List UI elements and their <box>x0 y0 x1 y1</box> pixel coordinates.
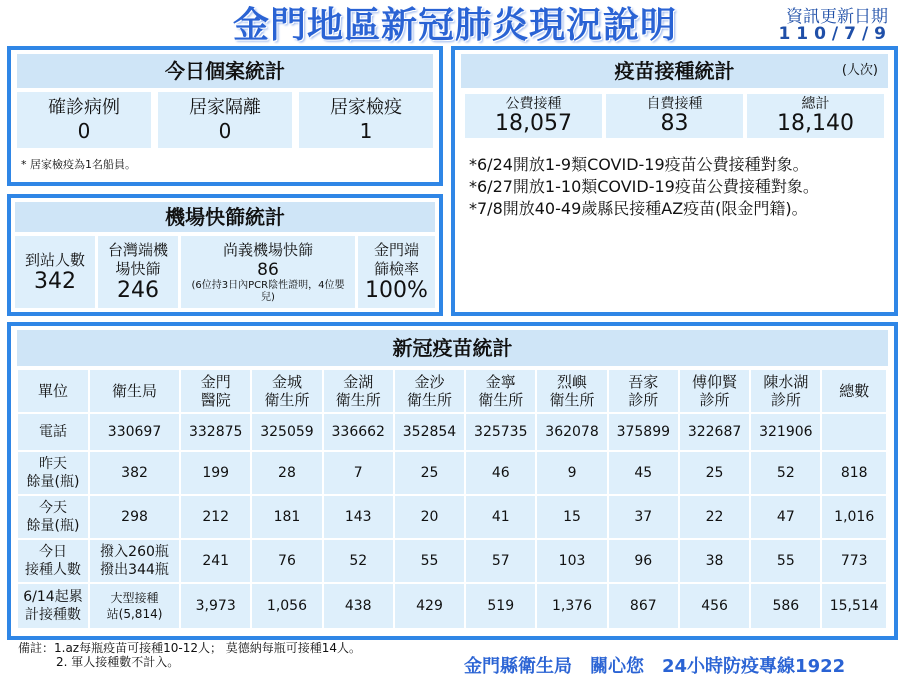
update-label: 資訊更新日期 <box>786 7 888 27</box>
table-row <box>18 414 886 450</box>
home-isolation-label: 居家隔離 <box>189 97 261 118</box>
table-cell: 143 <box>324 496 393 538</box>
home-quarantine-value: 1 <box>359 119 373 143</box>
table-cell: 大型接種 站(5,814) <box>90 584 179 628</box>
table-cell: 57 <box>466 540 535 582</box>
total-vacc-cell <box>747 94 884 138</box>
row-label: 今天 餘量(瓶) <box>18 496 88 538</box>
row-label: 今日 接種人數 <box>18 540 88 582</box>
row-label: 昨天 餘量(瓶) <box>18 452 88 494</box>
table-cell: 375899 <box>609 414 678 450</box>
table-row <box>18 452 886 494</box>
col-header: 陳水湖 診所 <box>751 370 820 412</box>
col-header: 衛生局 <box>90 370 179 412</box>
footer-notes <box>18 641 361 669</box>
taiwan-screen-cell <box>98 236 178 308</box>
row-label: 電話 <box>18 414 88 450</box>
footer-note-2: 2. 軍人接種數不計入。 <box>56 655 180 669</box>
arrivals-cell <box>15 236 95 308</box>
table-cell: 1,016 <box>822 496 886 538</box>
col-header: 金門 醫院 <box>181 370 250 412</box>
table-cell: 9 <box>537 452 606 494</box>
vaccine-table <box>16 368 888 630</box>
col-header: 金湖 衛生所 <box>324 370 393 412</box>
table-cell: 352854 <box>395 414 464 450</box>
public-vacc-value: 18,057 <box>495 111 572 136</box>
arrivals-label: 到站人數 <box>24 250 85 269</box>
table-cell: 438 <box>324 584 393 628</box>
col-header: 金城 衛生所 <box>252 370 321 412</box>
table-cell: 撥入260瓶 撥出344瓶 <box>90 540 179 582</box>
table-cell: 55 <box>395 540 464 582</box>
table-cell: 103 <box>537 540 606 582</box>
shangyi-screen-sub: (6位持3日內PCR陰性證明，4位嬰兒) <box>191 279 345 303</box>
shangyi-screen-cell <box>181 236 355 308</box>
total-vacc-value: 18,140 <box>777 111 854 136</box>
vaccine-note-2: *6/27開放1-10類COVID-19疫苗公費接種對象。 <box>469 177 819 196</box>
table-cell: 1,376 <box>537 584 606 628</box>
today-cases-title: 今日個案統計 <box>17 54 433 88</box>
airport-title: 機場快篩統計 <box>15 202 435 232</box>
self-paid-vacc-value: 83 <box>660 111 689 136</box>
vaccine-note-3: *7/8開放40-49歲縣民接種AZ疫苗(限金門籍)。 <box>469 199 808 218</box>
public-vacc-label: 公費接種 <box>505 96 562 112</box>
page-title: 金門地區新冠肺炎現況說明 <box>232 5 677 46</box>
table-cell: 7 <box>324 452 393 494</box>
today-cases-panel <box>7 46 443 186</box>
table-cell: 867 <box>609 584 678 628</box>
confirmed-value: 0 <box>77 119 91 143</box>
table-cell: 298 <box>90 496 179 538</box>
col-header: 吾家 診所 <box>609 370 678 412</box>
vaccine-note-1: *6/24開放1-9類COVID-19疫苗公費接種對象。 <box>469 155 809 174</box>
row-label: 6/14起累 計接種數 <box>18 584 88 628</box>
vaccine-stats-title <box>461 54 888 88</box>
footer-brand: 金門縣衛生局 關心您 24小時防疫專線1922 <box>464 656 846 677</box>
table-cell: 52 <box>324 540 393 582</box>
table-cell: 586 <box>751 584 820 628</box>
screen-rate-label: 金門端篩檢率 <box>373 241 419 278</box>
table-cell: 429 <box>395 584 464 628</box>
table-cell <box>822 414 886 450</box>
table-cell: 28 <box>252 452 321 494</box>
home-isolation-value: 0 <box>218 119 232 143</box>
table-cell: 25 <box>395 452 464 494</box>
table-cell: 181 <box>252 496 321 538</box>
screen-rate-cell <box>358 236 435 308</box>
table-cell: 818 <box>822 452 886 494</box>
taiwan-screen-label: 台灣端機場快篩 <box>107 241 168 278</box>
vaccine-stats-unit: (人次) <box>841 63 878 78</box>
table-cell: 37 <box>609 496 678 538</box>
col-header: 烈嶼 衛生所 <box>537 370 606 412</box>
table-cell: 55 <box>751 540 820 582</box>
home-isolation-cell <box>158 92 292 148</box>
table-cell: 15,514 <box>822 584 886 628</box>
table-cell: 325735 <box>466 414 535 450</box>
table-row <box>18 584 886 628</box>
table-cell: 336662 <box>324 414 393 450</box>
self-paid-vacc-cell <box>606 94 743 138</box>
table-cell: 1,056 <box>252 584 321 628</box>
self-paid-vacc-label: 自費接種 <box>646 96 703 112</box>
shangyi-screen-value: 86 <box>257 259 279 280</box>
table-cell: 46 <box>466 452 535 494</box>
table-cell: 15 <box>537 496 606 538</box>
update-date: 110/7/9 <box>778 24 892 44</box>
arrivals-value: 342 <box>34 268 76 294</box>
table-cell: 20 <box>395 496 464 538</box>
today-cases-note: * 居家檢疫為1名船員。 <box>21 158 136 171</box>
table-cell: 241 <box>181 540 250 582</box>
table-cell: 96 <box>609 540 678 582</box>
vaccine-stats-title-text: 疫苗接種統計 <box>614 59 735 83</box>
footer-note-1: 備註：1.az每瓶疫苗可接種10-12人； 莫德納每瓶可接種14人。 <box>18 641 362 655</box>
total-vacc-label: 總計 <box>801 96 830 112</box>
table-cell: 45 <box>609 452 678 494</box>
vaccine-stats-panel <box>451 46 898 316</box>
table-cell: 76 <box>252 540 321 582</box>
table-cell: 212 <box>181 496 250 538</box>
confirmed-label: 確診病例 <box>48 97 120 118</box>
col-header: 金寧 衛生所 <box>466 370 535 412</box>
screen-rate-value: 100% <box>365 278 428 303</box>
table-cell: 47 <box>751 496 820 538</box>
table-cell: 41 <box>466 496 535 538</box>
table-cell: 382 <box>90 452 179 494</box>
table-header-row <box>18 370 886 412</box>
corner-cell: 單位 <box>18 370 88 412</box>
table-cell: 25 <box>680 452 749 494</box>
col-header: 傅仰賢 診所 <box>680 370 749 412</box>
vaccine-table-title: 新冠疫苗統計 <box>17 330 888 366</box>
col-header: 金沙 衛生所 <box>395 370 464 412</box>
table-cell: 322687 <box>680 414 749 450</box>
table-cell: 330697 <box>90 414 179 450</box>
table-cell: 38 <box>680 540 749 582</box>
table-cell: 456 <box>680 584 749 628</box>
col-header: 總數 <box>822 370 886 412</box>
taiwan-screen-value: 246 <box>117 278 159 303</box>
public-vacc-cell <box>465 94 602 138</box>
table-cell: 332875 <box>181 414 250 450</box>
table-cell: 3,973 <box>181 584 250 628</box>
airport-panel <box>7 194 443 316</box>
table-cell: 519 <box>466 584 535 628</box>
table-cell: 773 <box>822 540 886 582</box>
table-cell: 22 <box>680 496 749 538</box>
home-quarantine-cell <box>299 92 433 148</box>
home-quarantine-label: 居家檢疫 <box>330 97 402 118</box>
table-row <box>18 540 886 582</box>
table-row <box>18 496 886 538</box>
table-cell: 52 <box>751 452 820 494</box>
table-cell: 325059 <box>252 414 321 450</box>
table-cell: 362078 <box>537 414 606 450</box>
shangyi-screen-label: 尚義機場快篩 <box>222 240 313 259</box>
table-cell: 321906 <box>751 414 820 450</box>
confirmed-cell <box>17 92 151 148</box>
table-cell: 199 <box>181 452 250 494</box>
